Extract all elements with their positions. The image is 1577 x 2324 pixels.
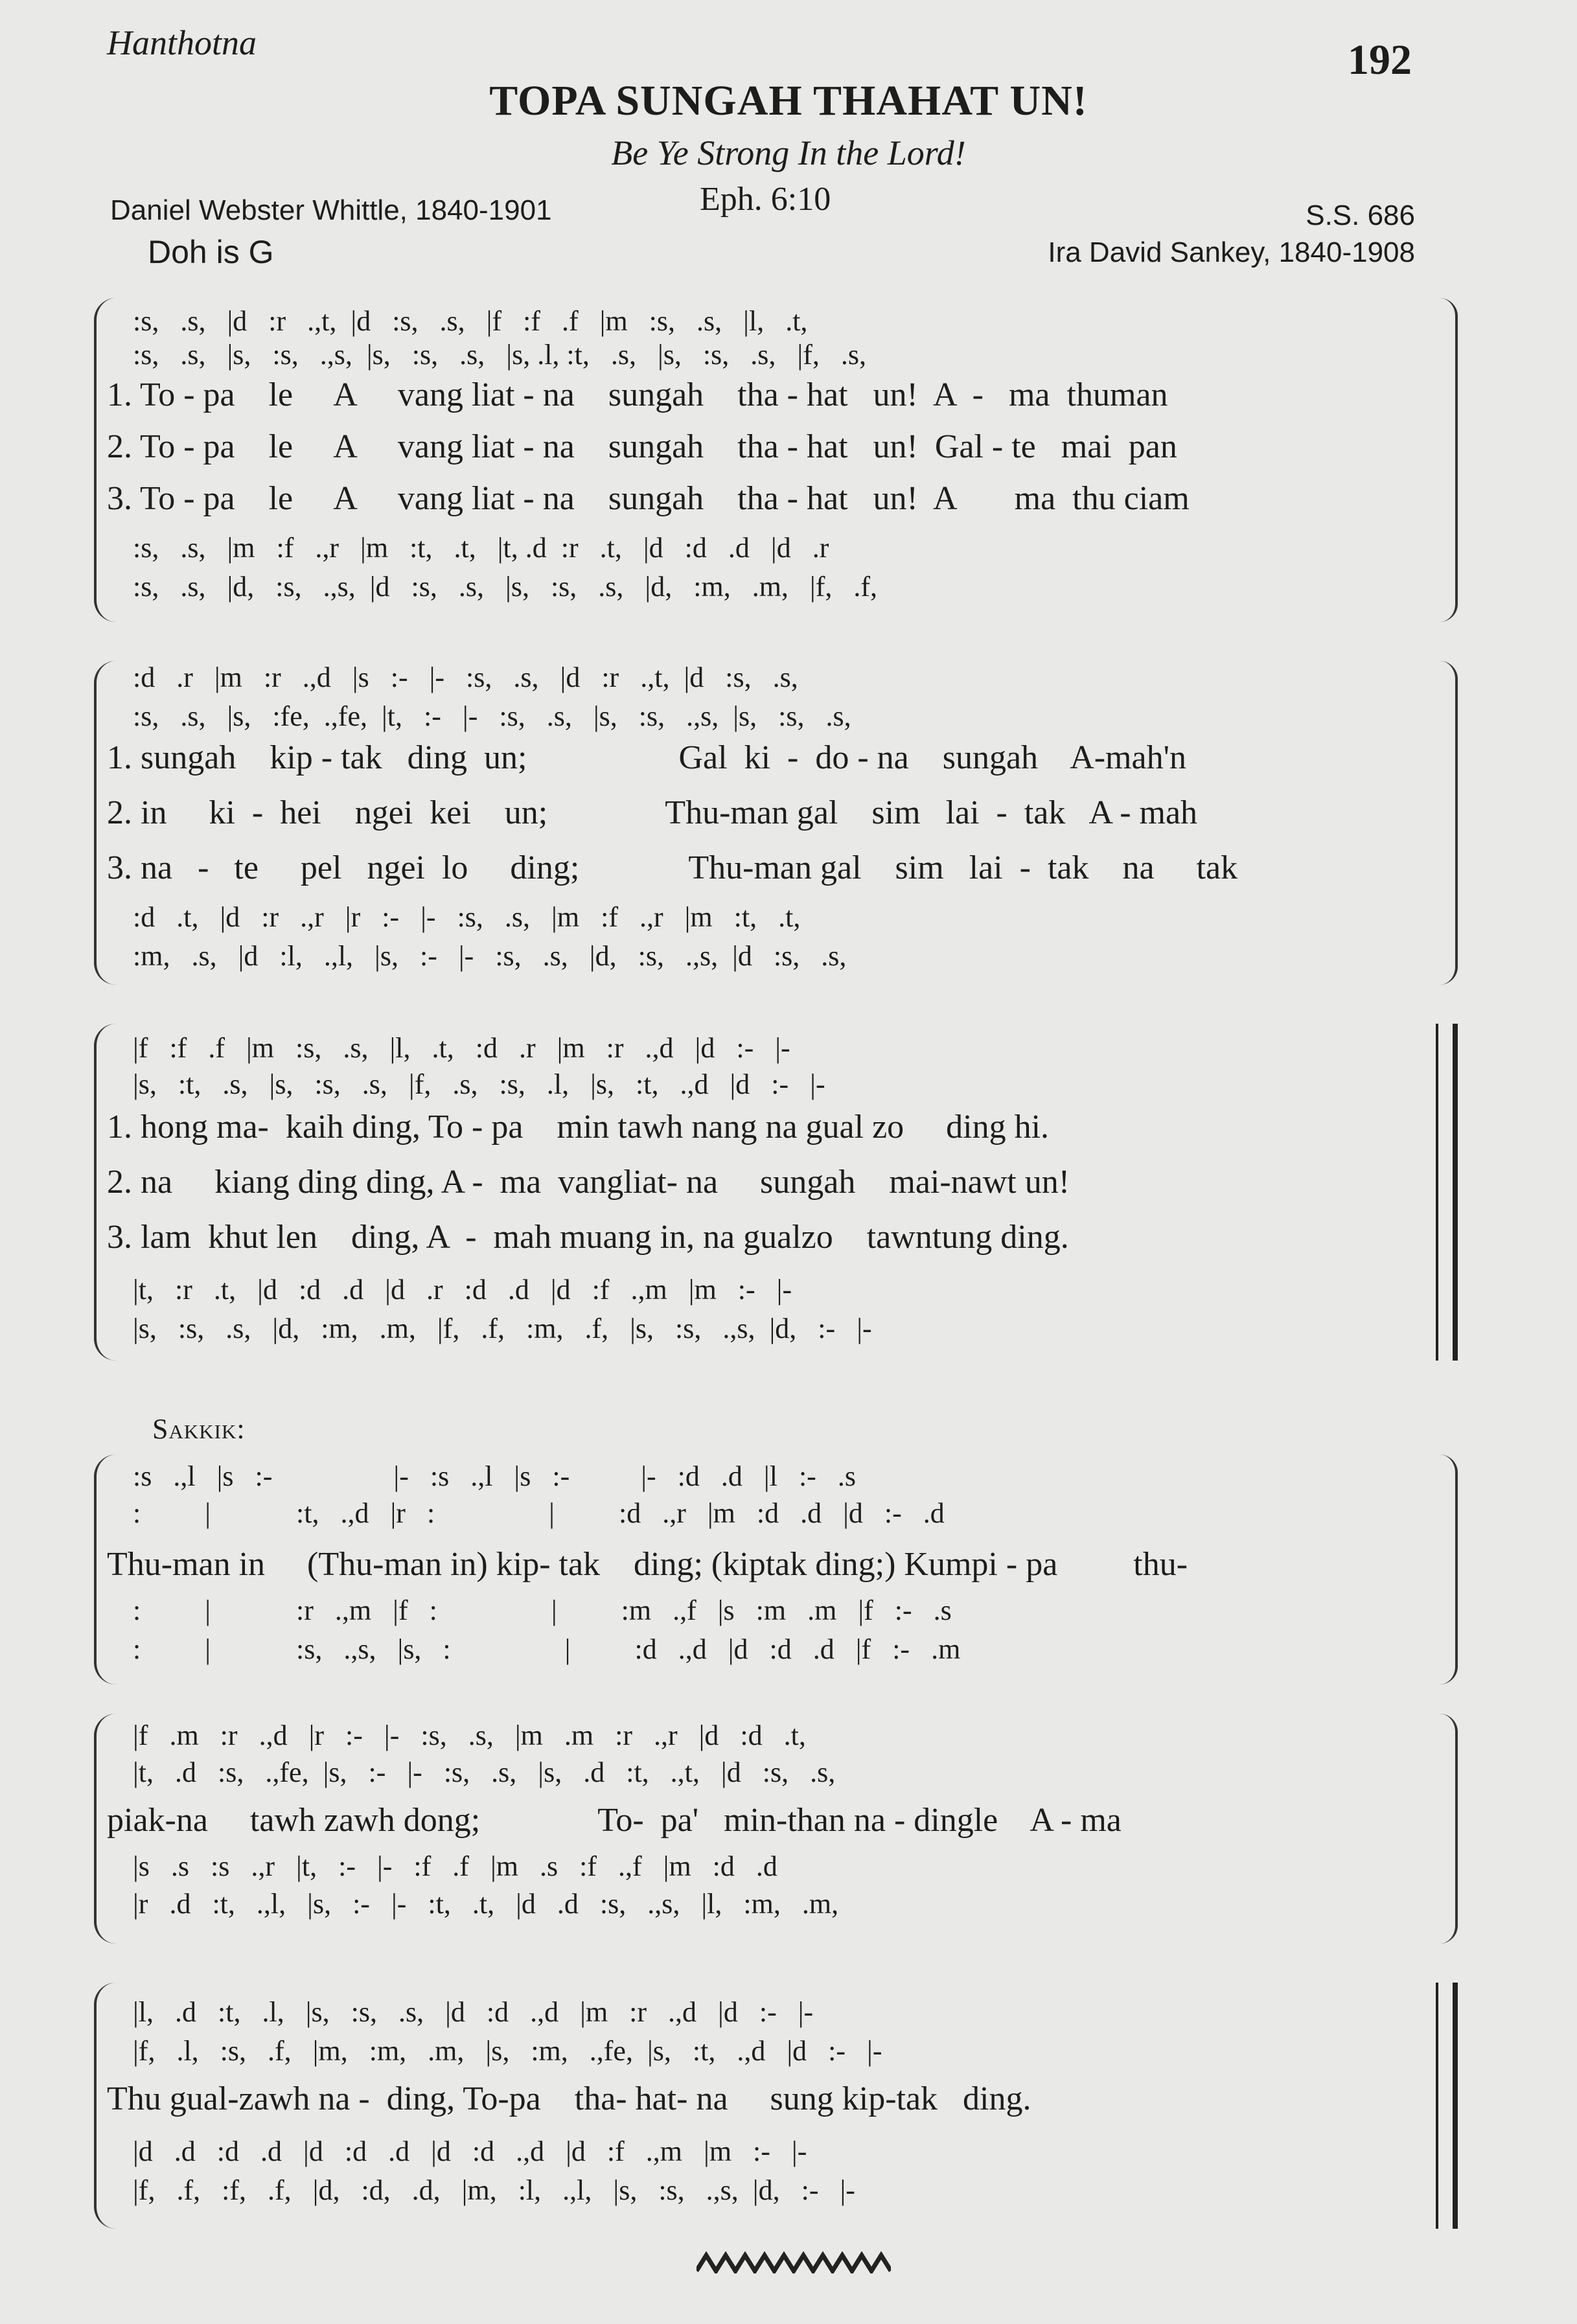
system-brace-right (1440, 1714, 1458, 1944)
tenor-notes: :d .t, |d :r .,r |r :- |- :s, .s, |m :f .,r |m :t, .t, (133, 901, 801, 933)
author-credit: Daniel Webster Whittle, 1840-1901 (110, 194, 552, 226)
tenor-notes: |t, :r .t, |d :d .d |d .r :d .d |d :f .,m |m :- |- (133, 1274, 792, 1306)
scripture-reference: Eph. 6:10 (700, 181, 831, 218)
music-system-6 (94, 1983, 1458, 2229)
chorus-lyrics: Thu-man in (Thu-man in) kip- tak ding; (kiptak ding;) Kumpi - pa thu- (107, 1546, 1188, 1583)
verse-2-lyrics: 2. To - pa le A vang liat - na sungah tha - hat un! Gal - te mai pan (107, 428, 1177, 465)
verse-1-lyrics: 1. To - pa le A vang liat - na sungah tha - hat un! A - ma thuman (107, 376, 1168, 413)
bass-notes: |f, .f, :f, .f, |d, :d, .d, |m, :l, .,l, |s, :s, .,s, |d, :- |- (133, 2174, 855, 2206)
book-title: Hanthotna (107, 23, 257, 62)
tenor-notes: |s .s :s .,r |t, :- |- :f .f |m .s :f .,f |m :d .d (133, 1850, 777, 1882)
hymn-title: TOPA SUNGAH THAHAT UN! (489, 77, 1088, 124)
verse-3-lyrics: 3. lam khut len ding, A - mah muang in, na gualzo tawntung ding. (107, 1219, 1069, 1256)
chorus-lyrics: Thu gual-zawh na - ding, To-pa tha- hat- na sung kip-tak ding. (107, 2080, 1031, 2117)
system-brace-right (1440, 298, 1458, 622)
final-barline (1436, 1024, 1458, 1361)
alto-notes: :s, .s, |s, :fe, .,fe, |t, :- |- :s, .s, |s, :s, .,s, |s, :s, .s, (133, 700, 851, 732)
ss-number: S.S. 686 (1306, 200, 1415, 231)
music-system-3 (94, 1024, 1458, 1361)
music-system-5 (94, 1714, 1458, 1944)
bass-notes: :m, .s, |d :l, .,l, |s, :- |- :s, .s, |d, :s, .,s, |d :s, .s, (133, 940, 847, 972)
final-barline (1436, 1983, 1458, 2229)
verse-3-lyrics: 3. To - pa le A vang liat - na sungah tha - hat un! A ma thu ciam (107, 480, 1190, 517)
alto-notes: |f, .l, :s, .f, |m, :m, .m, |s, :m, .,fe, |s, :t, .,d |d :- |- (133, 2035, 882, 2067)
key-signature: Doh is G (148, 234, 274, 270)
bass-notes: : | :s, .,s, |s, : | :d .,d |d :d .d |f :- .m (133, 1633, 961, 1665)
page-number: 192 (1348, 36, 1412, 84)
system-brace-right (1440, 1455, 1458, 1685)
verse-3-lyrics: 3. na - te pel ngei lo ding; Thu-man gal sim lai - tak na tak (107, 849, 1238, 886)
alto-notes: : | :t, .,d |r : | :d .,r |m :d .d |d :- .d (133, 1497, 945, 1529)
soprano-notes: |l, .d :t, .l, |s, :s, .s, |d :d .,d |m :r .,d |d :- |- (133, 1996, 814, 2028)
soprano-notes: :s .,l |s :- |- :s .,l |s :- |- :d .d |l :- .s (133, 1460, 856, 1492)
chorus-label: Sakkik: (152, 1413, 246, 1445)
music-system-2 (94, 661, 1458, 985)
verse-1-lyrics: 1. sungah kip - tak ding un; Gal ki - do - na sungah A-mah'n (107, 739, 1186, 776)
verse-2-lyrics: 2. na kiang ding ding, A - ma vangliat- na sungah mai-nawt un! (107, 1164, 1070, 1201)
chorus-lyrics: piak-na tawh zawh dong; To- pa' min-than na - dingle A - ma (107, 1802, 1122, 1839)
verse-1-lyrics: 1. hong ma- kaih ding, To - pa min tawh nang na gual zo ding hi. (107, 1109, 1050, 1145)
alto-notes: |s, :t, .s, |s, :s, .s, |f, .s, :s, .l, |s, :t, .,d |d :- |- (133, 1068, 825, 1100)
soprano-notes: |f .m :r .,d |r :- |- :s, .s, |m .m :r .,r |d :d .t, (133, 1720, 806, 1751)
system-brace-right (1440, 661, 1458, 985)
hymn-subtitle: Be Ye Strong In the Lord! (611, 133, 966, 172)
tenor-notes: : | :r .,m |f : | :m .,f |s :m .m |f :- .s (133, 1594, 952, 1626)
music-system-4 (94, 1455, 1458, 1685)
tenor-notes: :s, .s, |m :f .,r |m :t, .t, |t, .d :r .t, |d :d .d |d .r (133, 532, 829, 564)
verse-2-lyrics: 2. in ki - hei ngei kei un; Thu-man gal sim lai - tak A - mah (107, 794, 1198, 831)
alto-notes: :s, .s, |s, :s, .,s, |s, :s, .s, |s, .l, :t, .s, |s, :s, .s, |f, .s, (133, 339, 866, 371)
soprano-notes: :d .r |m :r .,d |s :- |- :s, .s, |d :r .,t, |d :s, .s, (133, 662, 798, 693)
alto-notes: |t, .d :s, .,fe, |s, :- |- :s, .s, |s, .d :t, .,t, |d :s, .s, (133, 1756, 836, 1788)
bass-notes: |s, :s, .s, |d, :m, .m, |f, .f, :m, .f, |s, :s, .,s, |d, :- |- (133, 1313, 872, 1344)
end-ornament (696, 2251, 891, 2273)
tenor-notes: |d .d :d .d |d :d .d |d :d .,d |d :f .,m |m :- |- (133, 2135, 807, 2167)
soprano-notes: :s, .s, |d :r .,t, |d :s, .s, |f :f .f |m :s, .s, |l, .t, (133, 305, 808, 337)
soprano-notes: |f :f .f |m :s, .s, |l, .t, :d .r |m :r .,d |d :- |- (133, 1032, 790, 1064)
composer-credit: Ira David Sankey, 1840-1908 (1048, 236, 1415, 268)
music-system-1 (94, 298, 1458, 622)
bass-notes: :s, .s, |d, :s, .,s, |d :s, .s, |s, :s, .s, |d, :m, .m, |f, .f, (133, 571, 878, 603)
bass-notes: |r .d :t, .,l, |s, :- |- :t, .t, |d .d :s, .,s, |l, :m, .m, (133, 1888, 839, 1920)
